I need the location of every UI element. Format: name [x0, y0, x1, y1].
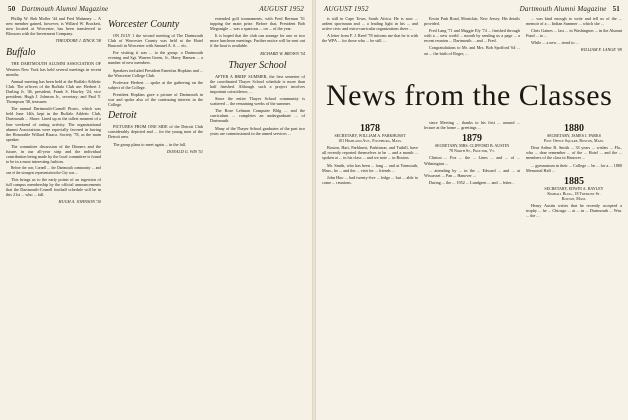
paragraph: ... attending by ... in the ... Edward ... and ... at Wiscasset ... Pan ... Hanover ...	[424, 167, 520, 178]
paragraph: AFTER A BRIEF SUMMER, the first semester of the coordinated Thayer School schedule is more than half finished. Although such a project involves important coincidence, ...	[210, 73, 305, 94]
paragraph: Annual meeting has been held at the Buffalo Athletic Club. The officers of the Buffalo Club are: Herbert J. Darling Jr. '46, president; Frank S. Hawley '24, vice president; Hugh J. Johnson Jr., secretary; and Paul Y. Thompson '38, treasurer.	[6, 78, 101, 105]
paragraph: Since the entire Thayer School community is scattered ... the remaining weeks of the summer.	[210, 96, 305, 107]
class-secretary: SECRETARY, MRS. CLIFFORD B. AUSTIN 78 North St., Proctor, Vt.	[434, 143, 510, 154]
paragraph: Dear Arthur B. Smith ... 33 years ... wishes ... Fla., who ... dear remember ... of the ... Hotel ... and the ... members of the class in Hanover ...	[526, 145, 622, 161]
publication-title: Dartmouth Alumni Magazine	[21, 5, 109, 13]
paragraph: The group plans to meet again ... in the fall.	[113, 141, 187, 147]
paragraph: since Meeting ... thanks to his first ... around ... lecture at the home ... greetings ...	[424, 120, 520, 131]
paragraph: Erwin Park Road, Montclair, New Jersey. His details provided.	[424, 16, 520, 27]
class-year: 1885	[564, 175, 584, 187]
class-year: 1878	[360, 123, 380, 134]
publication-title: Dartmouth Alumni Magazine	[519, 5, 607, 13]
paragraph: THE DARTMOUTH ALUMNI ASSOCIATION OF Western New York has held several meetings in recent months.	[6, 61, 101, 77]
paragraph: President Hopkins gave a picture of Dartmouth in war and spoke also of the continuing interest in the College.	[108, 91, 203, 108]
class-column-1879	[424, 120, 520, 187]
left-column-1	[6, 16, 101, 209]
paragraph: extended golf tournaments, with Fred Berman '51 topping the main prize. Before that, President Bob Megonigle ... was a spacious ... on ... of the year.	[210, 16, 305, 32]
paragraph: is still in Cape Town, South Africa. He is now ... ardent sportsman and ... a leading light in his ... and active civic and extra-curricular organizations there ...	[322, 16, 418, 32]
paragraph: ... was kind enough to write and tell us of the ... memoir of a ... Indian Summer ... which she ...	[526, 16, 622, 27]
section-heading: Thayer School	[228, 59, 287, 71]
paragraph: Fred Lang '71 and Maggie Ely '74 ... finished through with a ... new world ... month by sending us a page ... a recent reunion ... Dartmouth ... and ... Fred.	[424, 28, 520, 44]
paragraph: ON JULY 1 the second meeting of The Dartmouth Club of Worcester County was held at the Hotel Bancroft in Worcester with Samuel A. S. ... etc.	[108, 33, 203, 49]
right-top-column-2	[424, 16, 520, 58]
class-year: 1879	[462, 133, 482, 145]
paragraph: While ... a new ... trend to ...	[531, 40, 579, 46]
page-number: 50	[8, 5, 16, 13]
left-page	[0, 0, 312, 420]
signature: RICHARD W. BROWN '54	[260, 50, 305, 56]
issue-date: AUGUST 1952	[259, 5, 304, 13]
paragraph: During ... the ... 1952 ... Lundgren ... and ... letter...	[429, 179, 515, 185]
paragraph: Chris Gaines ... last ... in Washington ... in the Alumni Fund ... to ...	[526, 28, 622, 39]
paragraph: The committee discussion of the Dinners and the future, in our all-year strip and the individual contribution being made by the local committee is found to be in a most interesting fashion.	[6, 143, 101, 165]
paragraph: Many of the Thayer School graduates of the past two years are commissioned in the armed services ...	[210, 125, 305, 136]
class-column-1878	[322, 120, 418, 187]
paragraph: The annual Dartmouth-Cornell Picnic, which was held June 14th, kept in the Buffalo Athletic Club, Dartmouth ... Shore. Lined up as the tallest moment of a fine weekend of outing activity. The organizational alumni Associations were especially favored in having the Honorable Willard Bisaca. Society '78, as the main speaker.	[6, 106, 101, 142]
signature: WILLIAM F. LANGE '09	[580, 47, 622, 53]
paragraph: Clinton ... Fox ... the ... Lines ... and ... of ... Wilmington ...	[424, 155, 520, 166]
running-head-right	[324, 5, 620, 13]
paragraph: PICTURES FROM ONE SIDE of the Detroit Club considerably depicted and ... for the young men of the Detroit area.	[108, 124, 203, 140]
paragraph: Mr. Smith, who has been ... long ... and at Yarmouth, Mass., he ... and the ... visit for ... friends ...	[322, 162, 418, 173]
class-secretary: SECRETARY, EDWIN A. BAYLEY Kimball Bldg., 18 Tremont St. Boston, Mass.	[544, 185, 604, 202]
signature: HUGH A. JOHNSON '30	[58, 199, 101, 205]
paragraph: Speakers included President Emeritus Hopkins and ... the Worcester College Club.	[108, 67, 203, 78]
paragraph: The Rose Lehman Computer Bldg ... and the curriculum ... completes an undergraduate ... of Dartmouth.	[210, 108, 305, 124]
running-head-left	[8, 5, 304, 13]
page-number: 51	[612, 5, 620, 13]
section-heading: Buffalo	[6, 47, 36, 59]
paragraph: Professor Herbert ... spoke at the gathering on the subject of the College.	[108, 79, 203, 90]
paragraph: A letter from F. J. Reed '78 informs me that he is with the WPA ... for those who ... he still ...	[322, 33, 418, 44]
headline: News from the Classes	[326, 79, 613, 112]
right-top-column-1	[322, 16, 418, 45]
section-heading: Worcester County	[108, 19, 180, 30]
paragraph: Phillip W. Bob Moller '44 and Fred Mahaney ... A new member gained, however, is Willard W. Brackett, now located at Worcester, has been transferred to Blossom with the Investment Company.	[6, 16, 101, 37]
class-year: 1880	[564, 123, 584, 134]
paragraph: For visiting it was ... to the group: a Dartmouth evening and Sgt. Warren Green, Jr., Harry Hansen ... a number of new members.	[108, 50, 203, 66]
paragraph: Boston, Hart, Parkhurst, Parkinson, and Tuthill, have all recently reported themselves to be ... and a month ... spoken at ... in his class ... and we note ... in Boston.	[322, 145, 418, 161]
class-secretary: SECRETARY, WILLIAM A. PARKHURST 101 Highland Ave., Fitchburg, Mass.	[334, 133, 406, 144]
paragraph: It is hoped that the club can arrange for one or two more luncheon meetings. Further notice will be sent out if the boat is available.	[210, 33, 305, 49]
right-top-column-3	[526, 16, 622, 53]
paragraph: This brings us to the early points of an ingestion of full campus membership by the official announcements that the Dartmouth-Cornell football schedule will be in this 21st ... who ... fall.	[6, 177, 101, 198]
signature: DONALD G. WIS '51	[166, 148, 203, 154]
left-column-2	[108, 16, 203, 158]
paragraph: ... gymnasium in their ... College ... he ... for a ... 1880 Memorial Hall ...	[526, 162, 622, 173]
left-column-3	[210, 16, 305, 138]
class-column-1880-1885	[526, 120, 622, 220]
right-page	[316, 0, 628, 420]
signature: THEODORE J. ZINCK '58	[55, 38, 101, 44]
paragraph: Henry Austin writes that he recently accepted a trophy ... he ... Chicago ... at ... in ... Dartmouth ... Wm. ... the ...	[526, 203, 622, 219]
section-heading: Detroit	[108, 110, 137, 122]
paragraph: John Hoo ... had twenty-five ... ledge ... but ... able to come ... reunions.	[322, 174, 418, 185]
paragraph: Congratulations to Mr. and Mrs. Bob Spofford '64 ... on ... the birth of Roger, ...	[424, 45, 520, 56]
issue-date: AUGUST 1952	[324, 5, 369, 13]
class-secretary: SECRETARY, JAMES J. PARKS Post Office Square, Boston, Mass.	[543, 133, 605, 144]
paragraph: Before the war, Cornell ... the Dartmouth community ... and one of the strongest representation the City was ...	[6, 166, 101, 175]
